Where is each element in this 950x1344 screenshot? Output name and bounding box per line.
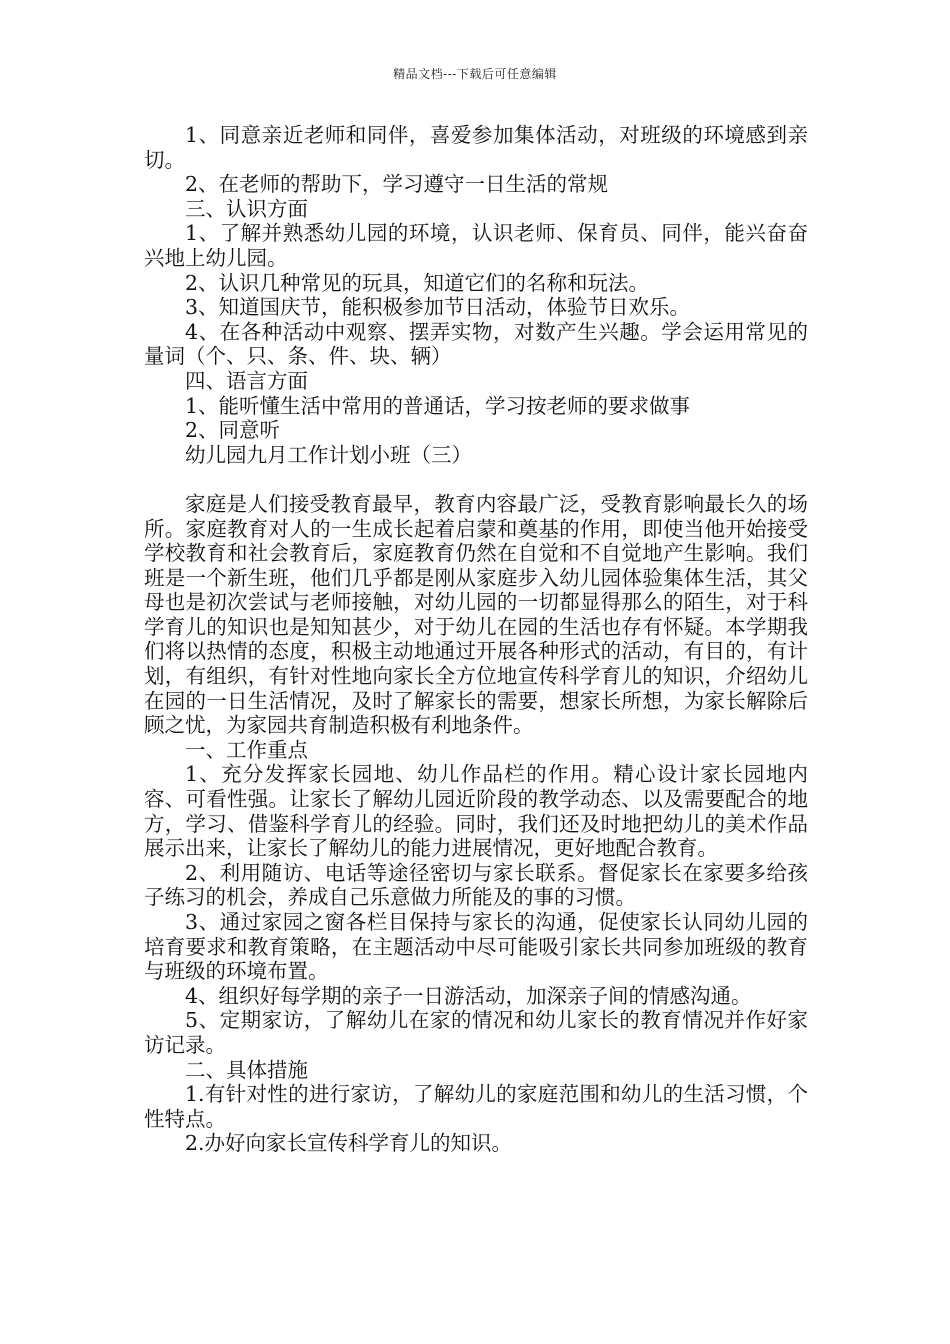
paragraph-focus-1: 1、充分发挥家长园地、幼儿作品栏的作用。精心设计家长园地内容、可看性强。让家长了解幼儿园近阶段的教学动态、以及需要配合的地方，学习、借鉴科学育儿的经验。同时，我们还及时地把幼儿的美术作品展示出来，让家长了解幼儿的能力进展情况，更好地配合教育。 — [144, 762, 808, 861]
paragraph-focus-4: 4、组织好每学期的亲子一日游活动，加深亲子间的情感沟通。 — [185, 983, 752, 1008]
document-body — [144, 123, 808, 1156]
blank-line — [144, 467, 808, 492]
paragraph-intro-2: 2、在老师的帮助下，学习遵守一日生活的常规 — [185, 172, 609, 197]
paragraph-language-1: 1、能听懂生活中常用的普通话，学习按老师的要求做事 — [185, 393, 691, 418]
document-title: 幼儿园九月工作计划小班（三） — [185, 442, 472, 467]
section-heading-measures: 二、具体措施 — [185, 1057, 308, 1082]
paragraph-cognition-3: 3、知道国庆节，能积极参加节日活动，体验节日欢乐。 — [185, 295, 691, 320]
paragraph-cognition-1: 1、了解并熟悉幼儿园的环境，认识老师、保育员、同伴，能兴奋奋兴地上幼儿园。 — [144, 221, 808, 270]
paragraph-measure-2: 2.办好向家长宣传科学育儿的知识。 — [185, 1131, 513, 1156]
section-heading-language: 四、语言方面 — [185, 368, 308, 393]
paragraph-measure-1: 1.有针对性的进行家访，了解幼儿的家庭范围和幼儿的生活习惯，个性特点。 — [144, 1082, 808, 1131]
page-header: 精品文档---下载后可任意编辑 — [393, 67, 557, 81]
paragraph-cognition-4: 4、在各种活动中观察、摆弄实物，对数产生兴趣。学会运用常见的量词（个、只、条、件、块、辆） — [144, 319, 808, 369]
paragraph-focus-2: 2、利用随访、电话等途径密切与家长联系。督促家长在家要多给孩子练习的机会，养成自己乐意做力所能及的事的习惯。 — [144, 860, 808, 910]
paragraph-intro-1: 1、同意亲近老师和同伴，喜爱参加集体活动，对班级的环境感到亲切。 — [144, 123, 808, 172]
paragraph-language-2: 2、同意听 — [185, 418, 281, 443]
paragraph-focus-5: 5、定期家访，了解幼儿在家的情况和幼儿家长的教育情况并作好家访记录。 — [144, 1008, 808, 1057]
paragraph-family-education: 家庭是人们接受教育最早，教育内容最广泛，受教育影响最长久的场所。家庭教育对人的一生成长起着启蒙和奠基的作用，即使当他开始接受学校教育和社会教育后，家庭教育仍然在自觉和不自觉地产生影响。我们班是一个新生班，他们几乎都是刚从家庭步入幼儿园体验集体生活，其父母也是初次尝试与老师接触，对幼儿园的一切都显得那么的陌生，对于科学育儿的知识也是知知甚少，对于幼儿在园的生活也存有怀疑。本学期我们将以热情的态度，积极主动地通过开展各种形式的活动，有目的，有计划，有组织，有针对性地向家长全方位地宣传科学育儿的知识，介绍幼儿在园的一日生活情况，及时了解家长的需要，想家长所想，为家长解除后顾之忧，为家园共育制造积极有利地条件。 — [144, 491, 808, 738]
paragraph-cognition-2: 2、认识几种常见的玩具，知道它们的名称和玩法。 — [185, 270, 650, 295]
section-heading-cognition: 三、认识方面 — [185, 196, 308, 221]
paragraph-focus-3: 3、通过家园之窗各栏目保持与家长的沟通，促使家长认同幼儿园的培育要求和教育策略，在主题活动中尽可能吸引家长共同参加班级的教育与班级的环境布置。 — [144, 910, 808, 984]
section-heading-work-focus: 一、工作重点 — [185, 737, 308, 762]
